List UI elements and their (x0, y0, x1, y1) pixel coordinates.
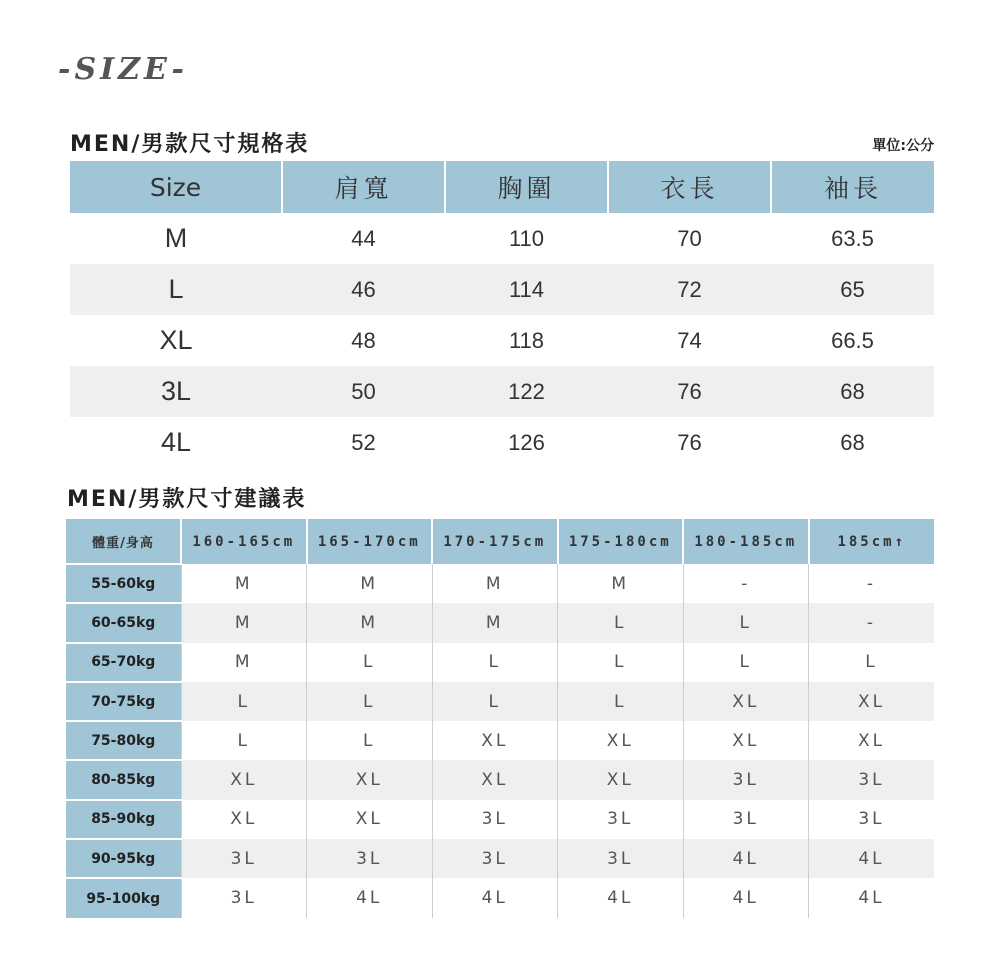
size-suggestion-cell: 3L (432, 839, 558, 878)
size-suggestion-cell: XL (307, 800, 433, 839)
weight-range-cell: 65-70kg (66, 643, 181, 682)
table-cell: 66.5 (831, 327, 874, 353)
size-suggestion-cell: L (558, 643, 684, 682)
table-row (66, 603, 934, 642)
table-cell: 68 (771, 366, 934, 417)
size-suggestion-cell: L (683, 603, 809, 642)
size-suggestion-cell: 3L (432, 800, 558, 839)
size-suggestion-cell: XL (432, 721, 558, 760)
column-header: 肩寬 (282, 161, 445, 213)
size-suggestion-cell: 3L (181, 839, 307, 878)
size-suggestion-cell: XL (683, 721, 809, 760)
table-row (66, 643, 934, 682)
column-header: 165-170cm (307, 519, 433, 564)
weight-range-cell: 70-75kg (66, 682, 181, 721)
column-header: 衣長 (608, 161, 771, 213)
size-suggestion-cell: XL (181, 760, 307, 799)
size-suggestion-cell: XL (809, 682, 935, 721)
size-cell: XL (159, 325, 193, 355)
size-suggestion-cell: M (307, 564, 433, 603)
unit-label: 單位:公分 (872, 138, 934, 154)
size-cell: 4L (160, 427, 192, 457)
table-row (70, 264, 934, 315)
size-suggestion-cell: L (432, 643, 558, 682)
table-row (66, 682, 934, 721)
size-suggestion-cell: 3L (558, 839, 684, 878)
table-cell: 50 (282, 366, 445, 417)
size-suggestion-cell: XL (181, 800, 307, 839)
size-suggestion-cell: L (307, 682, 433, 721)
table-cell: 46 (282, 264, 445, 315)
table-row (70, 213, 934, 264)
spec-table-title: MEN/男款尺寸規格表 (70, 132, 310, 157)
size-suggestion-cell: M (181, 603, 307, 642)
weight-range-cell: 75-80kg (66, 721, 181, 760)
size-suggestion-cell: 4L (809, 878, 935, 917)
table-cell: 126 (508, 429, 545, 455)
column-header: 170-175cm (432, 519, 558, 564)
size-suggestion-cell: L (558, 603, 684, 642)
size-suggestion-cell: 4L (809, 839, 935, 878)
table-header-row (70, 161, 934, 213)
table-cell: 122 (445, 366, 608, 417)
table-header-row (66, 519, 934, 564)
size-suggestion-cell: 4L (683, 878, 809, 917)
table-cell: 72 (608, 264, 771, 315)
size-suggestion-cell: L (181, 721, 307, 760)
size-suggestion-cell: 4L (307, 878, 433, 917)
table-row (66, 839, 934, 878)
size-suggestion-cell: L (181, 682, 307, 721)
size-cell: L (70, 264, 282, 315)
size-cell: 3L (70, 366, 282, 417)
size-suggestion-cell: M (432, 564, 558, 603)
size-suggestion-cell: 3L (307, 839, 433, 878)
column-header: 袖長 (771, 161, 934, 213)
weight-range-cell: 95-100kg (66, 878, 181, 917)
page-title: -SIZE- (58, 52, 188, 87)
table-row (70, 366, 934, 417)
table-row (66, 760, 934, 799)
size-suggestion-cell: M (181, 643, 307, 682)
table-cell: 70 (677, 225, 702, 251)
table-cell: 52 (351, 429, 376, 455)
size-suggestion-cell: L (558, 682, 684, 721)
table-row (70, 417, 934, 468)
size-suggestion-cell: 3L (181, 878, 307, 917)
table-cell: 114 (445, 264, 608, 315)
table-row (66, 721, 934, 760)
table-row (70, 315, 934, 366)
weight-range-cell: 55-60kg (66, 564, 181, 603)
size-suggestion-cell: L (683, 643, 809, 682)
size-suggestion-cell: XL (432, 760, 558, 799)
size-suggestion-cell: 3L (558, 800, 684, 839)
table-cell: 44 (351, 225, 376, 251)
size-suggestion-cell: M (307, 603, 433, 642)
size-suggestion-cell: XL (683, 682, 809, 721)
weight-range-cell: 90-95kg (66, 839, 181, 878)
column-header: 175-180cm (558, 519, 684, 564)
table-cell: 74 (677, 327, 702, 353)
table-cell: 118 (508, 327, 545, 353)
column-header: 185cm↑ (809, 519, 935, 564)
column-header: 胸圍 (445, 161, 608, 213)
size-suggestion-cell: M (432, 603, 558, 642)
size-spec-table (70, 161, 934, 468)
table-cell: 110 (508, 225, 545, 251)
recommend-table-title: MEN/男款尺寸建議表 (67, 487, 307, 512)
column-header: 體重/身高 (66, 519, 181, 564)
column-header: 160-165cm (181, 519, 307, 564)
size-cell: M (164, 223, 188, 253)
table-cell: 68 (840, 429, 865, 455)
size-suggestion-cell: XL (558, 721, 684, 760)
weight-range-cell: 80-85kg (66, 760, 181, 799)
size-recommendation-table (66, 519, 934, 918)
size-suggestion-cell: L (307, 721, 433, 760)
size-suggestion-cell: - (683, 564, 809, 603)
table-cell: 65 (771, 264, 934, 315)
table-cell: 76 (677, 429, 702, 455)
table-row (66, 800, 934, 839)
size-suggestion-cell: 3L (809, 760, 935, 799)
column-header: Size (70, 161, 282, 213)
size-suggestion-cell: 3L (809, 800, 935, 839)
size-suggestion-cell: M (558, 564, 684, 603)
size-suggestion-cell: - (809, 564, 935, 603)
table-row (66, 564, 934, 603)
table-cell: 48 (351, 327, 376, 353)
size-suggestion-cell: XL (809, 721, 935, 760)
size-suggestion-cell: XL (558, 760, 684, 799)
table-cell: 76 (608, 366, 771, 417)
size-suggestion-cell: 4L (432, 878, 558, 917)
weight-range-cell: 60-65kg (66, 603, 181, 642)
size-suggestion-cell: L (432, 682, 558, 721)
size-suggestion-cell: 4L (558, 878, 684, 917)
size-suggestion-cell: 3L (683, 800, 809, 839)
table-cell: 63.5 (831, 225, 874, 251)
size-suggestion-cell: XL (307, 760, 433, 799)
size-suggestion-cell: - (809, 603, 935, 642)
size-suggestion-cell: L (307, 643, 433, 682)
size-suggestion-cell: 3L (683, 760, 809, 799)
table-row (66, 878, 934, 917)
size-suggestion-cell: L (809, 643, 935, 682)
weight-range-cell: 85-90kg (66, 800, 181, 839)
size-suggestion-cell: 4L (683, 839, 809, 878)
column-header: 180-185cm (683, 519, 809, 564)
size-suggestion-cell: M (181, 564, 307, 603)
